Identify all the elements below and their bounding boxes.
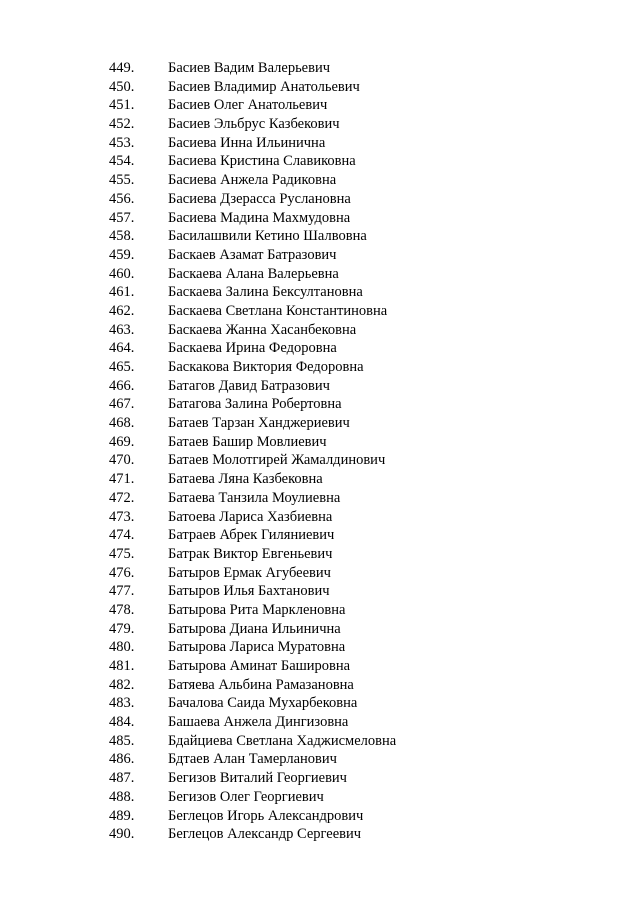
entry-name: Батагова Залина Робертовна: [168, 396, 342, 413]
list-item: [0, 433, 640, 452]
list-item: [0, 470, 640, 489]
entry-number: 490.: [109, 826, 135, 843]
entry-number: 450.: [109, 78, 135, 95]
entry-name: Бдайциева Светлана Хаджисмеловна: [168, 732, 397, 749]
list-item: [0, 769, 640, 788]
entry-name: Басиева Дзерасса Руслановна: [168, 190, 351, 207]
entry-number: 465.: [109, 359, 135, 375]
entry-number: 481.: [109, 658, 135, 674]
list-item: [0, 545, 640, 564]
entry-name: Басиева Кристина Славиковна: [168, 153, 356, 170]
entry-name: Беглецов Александр Сергеевич: [168, 826, 362, 843]
list-item: [0, 676, 640, 695]
list-item: [0, 358, 640, 377]
list-item: [0, 750, 640, 769]
entry-name: Баскаева Залина Бексултановна: [168, 284, 363, 301]
entry-number: 456.: [109, 190, 135, 207]
entry-name: Батаев Молотгирей Жамалдинович: [168, 452, 386, 469]
entry-number: 462.: [109, 302, 135, 319]
entry-number: 485.: [109, 732, 135, 749]
entry-number: 486.: [109, 751, 135, 768]
entry-number: 468.: [109, 415, 135, 432]
entry-number: 488.: [109, 788, 135, 805]
entry-number: 453.: [109, 134, 135, 151]
entry-name: Басиева Инна Ильинична: [168, 134, 326, 151]
entry-number: 470.: [109, 452, 135, 469]
list-item: [0, 78, 640, 97]
entry-name: Батагов Давид Батразович: [168, 377, 330, 394]
entry-name: Батаева Танзила Моулиевна: [168, 489, 341, 506]
entry-name: Батаева Ляна Казбековна: [168, 471, 323, 488]
entry-number: 451.: [109, 97, 135, 114]
entry-name: Батырова Лариса Муратовна: [168, 639, 346, 656]
list-item: [0, 657, 640, 676]
list-item: [0, 788, 640, 807]
entry-number: 452.: [109, 116, 135, 133]
entry-name: Бегизов Виталий Георгиевич: [168, 770, 347, 787]
entry-number: 455.: [109, 172, 135, 189]
list-item: [0, 489, 640, 508]
entry-number: 479.: [109, 620, 135, 637]
list-item: [0, 564, 640, 583]
list-item: [0, 395, 640, 414]
entry-number: 467.: [109, 396, 135, 413]
list-item: [0, 508, 640, 527]
list-item: [0, 302, 640, 321]
list-item: [0, 339, 640, 358]
entry-number: 489.: [109, 807, 135, 824]
list-item: [0, 732, 640, 751]
entry-name: Беглецов Игорь Александрович: [168, 807, 364, 824]
entry-name: Бдтаев Алан Тамерланович: [168, 751, 337, 768]
entry-number: 469.: [109, 433, 135, 450]
entry-name: Батыров Ермак Агубеевич: [168, 564, 331, 581]
list-item: [0, 807, 640, 826]
entry-number: 466.: [109, 377, 135, 394]
entry-name: Батоева Лариса Хазбиевна: [168, 508, 333, 525]
entry-name: Баскаева Светлана Константиновна: [168, 302, 388, 319]
entry-name: Басиева Мадина Махмудовна: [168, 209, 351, 226]
list-item: [0, 601, 640, 620]
entry-name: Батаев Башир Мовлиевич: [168, 433, 327, 450]
list-item: [0, 171, 640, 190]
list-item: [0, 694, 640, 713]
entry-number: 482.: [109, 676, 135, 693]
list-item: [0, 265, 640, 284]
entry-name: Басиев Вадим Валерьевич: [168, 60, 331, 76]
name-list: [0, 59, 640, 844]
entry-name: Батыров Илья Бахтанович: [168, 583, 330, 600]
list-item: [0, 526, 640, 545]
list-item: [0, 713, 640, 732]
entry-number: 464.: [109, 340, 135, 357]
entry-number: 454.: [109, 153, 135, 170]
entry-number: 459.: [109, 246, 135, 263]
entry-number: 487.: [109, 770, 135, 787]
entry-number: 472.: [109, 489, 135, 506]
entry-number: 460.: [109, 265, 135, 282]
entry-number: 476.: [109, 564, 135, 581]
list-item: [0, 115, 640, 134]
entry-name: Бегизов Олег Георгиевич: [168, 788, 324, 805]
entry-number: 484.: [109, 714, 135, 731]
entry-name: Батраев Абрек Гиляниевич: [168, 527, 335, 544]
entry-number: 461.: [109, 284, 135, 301]
entry-name: Батрак Виктор Евгеньевич: [168, 545, 333, 562]
list-item: [0, 246, 640, 265]
entry-number: 475.: [109, 545, 135, 562]
list-item: [0, 451, 640, 470]
list-item: [0, 825, 640, 844]
entry-name: Баскаева Ирина Федоровна: [168, 340, 337, 357]
list-item: [0, 59, 640, 78]
entry-name: Батырова Диана Ильинична: [168, 620, 341, 637]
entry-number: 463.: [109, 321, 135, 338]
entry-name: Басиев Олег Анатольевич: [168, 97, 328, 114]
entry-number: 457.: [109, 209, 135, 226]
list-item: [0, 377, 640, 396]
entry-name: Басилашвили Кетино Шалвовна: [168, 228, 367, 245]
entry-number: 458.: [109, 228, 135, 245]
list-item: [0, 152, 640, 171]
list-item: [0, 582, 640, 601]
list-item: [0, 620, 640, 639]
entry-number: 474.: [109, 527, 135, 544]
entry-name: Батырова Рита Маркленовна: [168, 601, 346, 618]
entry-name: Баскакова Виктория Федоровна: [168, 359, 364, 375]
entry-name: Батяева Альбина Рамазановна: [168, 676, 354, 693]
entry-name: Басиев Эльбрус Казбекович: [168, 116, 340, 133]
entry-number: 471.: [109, 471, 135, 488]
entry-name: Батырова Аминат Башировна: [168, 658, 351, 674]
list-item: [0, 96, 640, 115]
entry-number: 477.: [109, 583, 135, 600]
entry-name: Басиев Владимир Анатольевич: [168, 78, 360, 95]
list-item: [0, 321, 640, 340]
list-item: [0, 134, 640, 153]
entry-name: Басиева Анжела Радиковна: [168, 172, 337, 189]
list-item: [0, 190, 640, 209]
entry-name: Баскаев Азамат Батразович: [168, 246, 337, 263]
entry-name: Башаева Анжела Дингизовна: [168, 714, 349, 731]
entry-name: Баскаева Жанна Хасанбековна: [168, 321, 357, 338]
entry-name: Бачалова Саида Мухарбековна: [168, 695, 358, 712]
list-item: [0, 638, 640, 657]
list-item: [0, 283, 640, 302]
entry-name: Баскаева Алана Валерьевна: [168, 265, 339, 282]
list-item: [0, 209, 640, 228]
entry-number: 449.: [109, 60, 135, 76]
entry-number: 473.: [109, 508, 135, 525]
entry-number: 480.: [109, 639, 135, 656]
list-item: [0, 414, 640, 433]
entry-number: 478.: [109, 601, 135, 618]
entry-number: 483.: [109, 695, 135, 712]
list-item: [0, 227, 640, 246]
entry-name: Батаев Тарзан Ханджериевич: [168, 415, 350, 432]
